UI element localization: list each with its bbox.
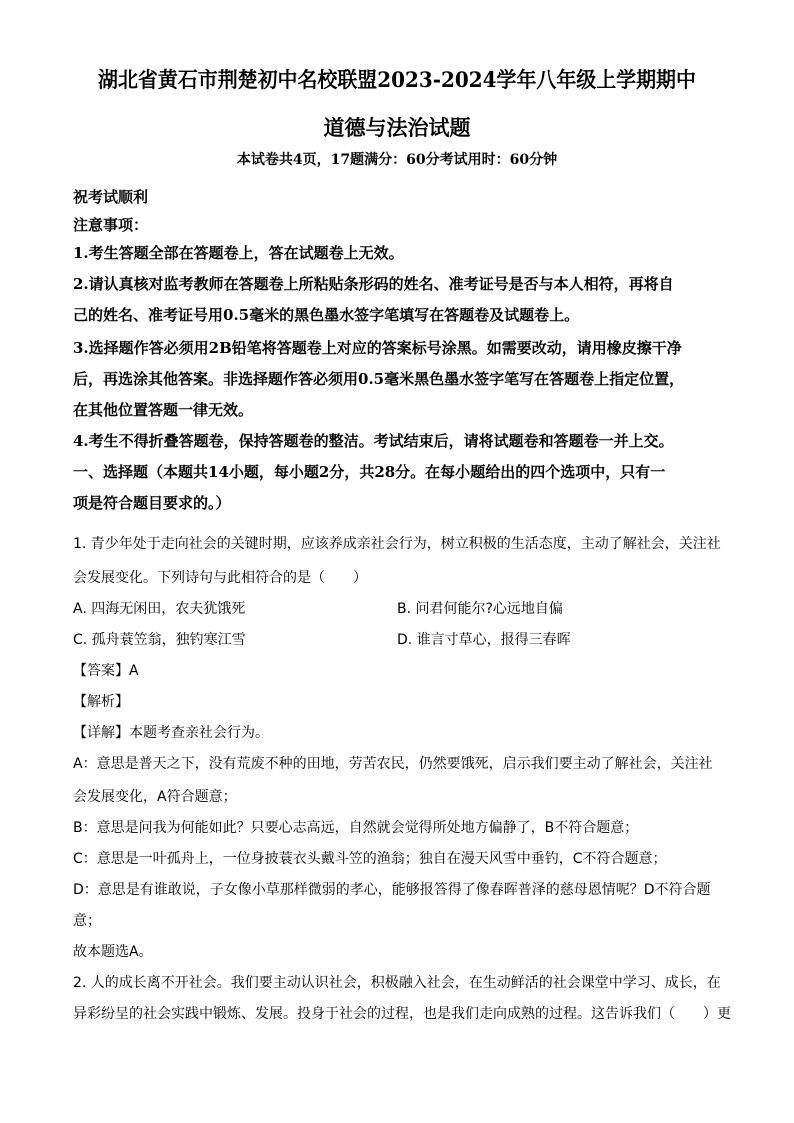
notice-item-3-line-3: 在其他位置答题一律无效。 (73, 401, 254, 419)
question-1-stem-line-1: 1. 青少年处于走向社会的关键时期，应该养成亲社会行为，树立积极的生活态度，主动了解社会，关注社 (73, 536, 721, 552)
question-1-option-c: C. 孤舟蓑笠翁，独钓寒江雪 (73, 632, 246, 648)
question-1-option-b: B. 问君何能尔?心远地自偏 (397, 601, 563, 617)
question-1-explain-a-line-1: A：意思是普天之下，没有荒废不种的田地，劳苦农民，仍然要饿死，启示我们要主动了解社会，关注社 (73, 756, 713, 772)
question-2-stem-line-1: 2. 人的成长离不开社会。我们要主动认识社会，积极融入社会，在生动鲜活的社会课堂中学习、成长，在 (73, 975, 721, 991)
question-1-option-d: D. 谁言寸草心，报得三春晖 (397, 632, 571, 648)
question-2-stem-line-2: 异彩纷呈的社会实践中锻炼、发展。投身于社会的过程，也是我们走向成熟的过程。这告诉我们（ ）更 (73, 1006, 731, 1022)
exam-info: 本试卷共4页，17题满分：60分考试用时：60分钟 (236, 152, 558, 168)
question-1-explain-c: C：意思是一叶孤舟上，一位身披蓑衣头戴斗笠的渔翁；独自在漫天风雪中垂钓，C不符合题意； (73, 851, 667, 867)
page-subject-title: 道德与法治试题 (323, 115, 471, 140)
question-1-conclusion: 故本题选A。 (73, 944, 153, 960)
question-1-option-a: A. 四海无闲田，农夫犹饿死 (73, 601, 246, 617)
page-title: 湖北省黄石市荆楚初中名校联盟2023-2024学年八年级上学期期中 (98, 67, 696, 92)
notice-item-3-line-2: 后，再选涂其他答案。非选择题作答必须用0.5毫米黑色墨水签字笔写在答题卷上指定位置， (73, 370, 685, 388)
question-1-stem-line-2: 会发展变化。下列诗句与此相符合的是（ ） (73, 570, 367, 586)
section-heading-line-1: 一、选择题（本题共14小题，每小题2分，共28分。在每小题给出的四个选项中，只有一 (73, 463, 666, 481)
question-1-explain-d-line-1: D：意思是有谁敢说，子女像小草那样微弱的孝心，能够报答得了像春晖普泽的慈母恩情呢？D不符合题 (73, 882, 711, 898)
notice-item-4: 4.考生不得折叠答题卷，保持答题卷的整洁。考试结束后，请将试题卷和答题卷一并上交。 (73, 432, 674, 450)
question-1-analysis-label: 【解析】 (73, 694, 129, 710)
question-1-detail: 【详解】本题考查亲社会行为。 (73, 725, 269, 741)
notice-heading: 注意事项： (73, 216, 149, 234)
greeting: 祝考试顺利 (73, 188, 149, 206)
question-1-explain-b: B：意思是问我为何能如此？只要心志高远，自然就会觉得所处地方偏静了，B不符合题意； (73, 820, 639, 836)
notice-item-2-line-1: 2.请认真核对监考教师在答题卷上所粘贴条形码的姓名、准考证号是否与本人相符，再将自 (73, 275, 674, 293)
section-heading-line-2: 项是符合题目要求的。） (73, 494, 231, 512)
notice-item-1: 1.考生答题全部在答题卷上，答在试题卷上无效。 (73, 244, 404, 262)
question-1-explain-a-line-2: 会发展变化，A符合题意； (73, 789, 237, 805)
notice-item-2-line-2: 己的姓名、准考证号用0.5毫米的黑色墨水签字笔填写在答题卷及试题卷上。 (73, 306, 580, 324)
question-1-explain-d-line-2: 意； (73, 913, 101, 929)
question-1-answer: 【答案】A (73, 663, 139, 679)
notice-item-3-line-1: 3.选择题作答必须用2B铅笔将答题卷上对应的答案标号涂黑。如需要改动，请用橡皮擦干净 (73, 339, 682, 357)
